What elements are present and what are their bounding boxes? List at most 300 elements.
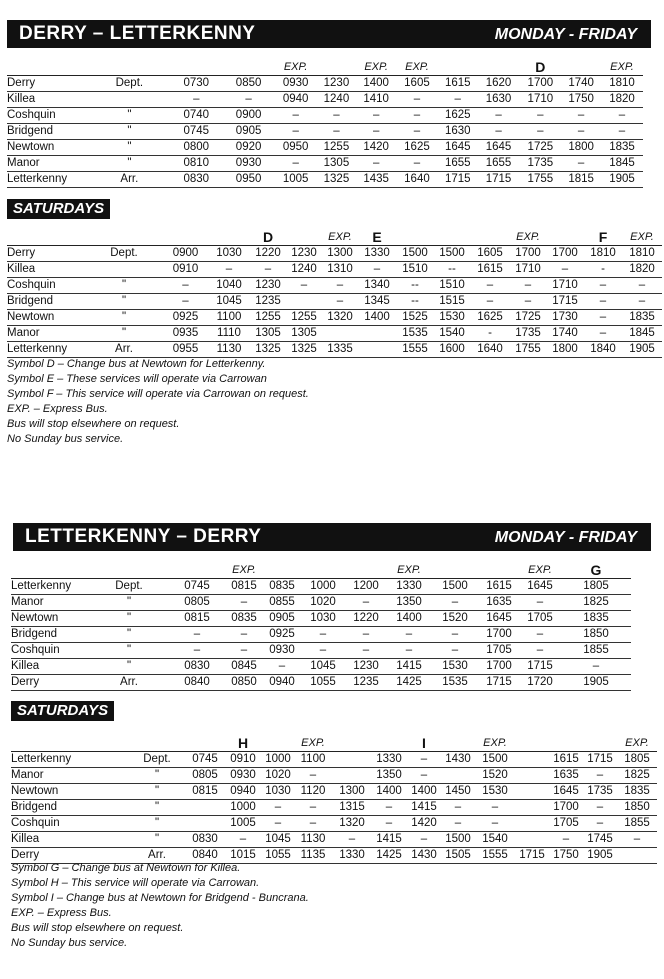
column-symbol: H (223, 736, 263, 752)
stop-name: Manor (7, 326, 85, 342)
time-cell: 1715 (515, 848, 549, 864)
table-row (11, 816, 657, 832)
time-cell: 1630 (478, 92, 520, 108)
time-cell: 0930 (223, 768, 263, 784)
time-cell: 1740 (546, 326, 584, 342)
time-cell: 1450 (441, 784, 475, 800)
time-cell: 1420 (356, 140, 396, 156)
time-cell: – (431, 595, 479, 611)
time-cell: 1835 (601, 140, 643, 156)
time-cell: – (286, 278, 322, 294)
time-cell: 0950 (222, 172, 274, 188)
time-cell: – (475, 800, 515, 816)
time-cell: 1810 (584, 246, 622, 262)
time-cell: 1230 (250, 278, 286, 294)
stop-name: Letterkenny (11, 579, 89, 595)
dep-arr-label: Arr. (127, 848, 187, 864)
time-cell: 0745 (187, 752, 223, 768)
time-cell: 1700 (510, 246, 546, 262)
time-cell: 1400 (407, 784, 441, 800)
column-symbol (89, 563, 169, 579)
time-cell (358, 326, 396, 342)
column-symbol: EXP. (387, 563, 431, 579)
time-cell: 1540 (475, 832, 515, 848)
time-cell: 1345 (358, 294, 396, 310)
time-cell (515, 832, 549, 848)
time-cell: 0830 (170, 172, 222, 188)
table-row (11, 800, 657, 816)
time-cell: 1135 (293, 848, 333, 864)
saturdays-label: SATURDAYS (11, 701, 114, 721)
time-cell: 1235 (250, 294, 286, 310)
stop-name: Killea (7, 262, 85, 278)
column-symbol (222, 60, 274, 76)
time-cell: 1530 (475, 784, 515, 800)
time-cell: 1810 (622, 246, 662, 262)
time-cell: -- (434, 262, 470, 278)
time-cell: 0850 (222, 76, 274, 92)
note-line: Symbol I – Change bus at Newtown for Bridgend - Buncrana. (11, 892, 309, 904)
time-cell: 0745 (170, 124, 222, 140)
time-cell: – (293, 768, 333, 784)
time-cell: – (583, 816, 617, 832)
time-cell: 1005 (275, 172, 317, 188)
column-symbol: EXP. (356, 60, 396, 76)
time-cell: 1850 (561, 627, 631, 643)
time-cell: 1715 (438, 172, 478, 188)
time-cell: – (163, 278, 208, 294)
note-line: Bus will stop elsewhere on request. (7, 418, 180, 430)
table-row (11, 659, 631, 675)
time-cell: 0740 (170, 108, 222, 124)
note-line: Symbol H – This service will operate via Carrowan. (11, 877, 260, 889)
table-row (11, 643, 631, 659)
time-cell: 1320 (322, 310, 358, 326)
dep-arr-label: " (89, 659, 169, 675)
table-row (7, 108, 643, 124)
stop-name: Coshquin (7, 108, 89, 124)
time-cell: – (387, 627, 431, 643)
time-cell: – (263, 816, 293, 832)
time-cell (617, 848, 657, 864)
time-cell: 1040 (208, 278, 250, 294)
column-symbol (317, 60, 357, 76)
time-cell: – (519, 124, 561, 140)
time-cell: – (223, 832, 263, 848)
dep-arr-label: Arr. (89, 675, 169, 691)
time-cell: 1715 (478, 172, 520, 188)
column-symbol (7, 230, 85, 246)
time-cell: – (345, 595, 387, 611)
dep-arr-label: " (85, 326, 163, 342)
time-cell: 1755 (510, 342, 546, 358)
column-symbol: EXP. (322, 230, 358, 246)
time-cell: 1710 (546, 278, 584, 294)
time-cell: – (519, 595, 561, 611)
time-cell: 1625 (470, 310, 510, 326)
time-cell: – (438, 92, 478, 108)
time-cell: – (263, 659, 301, 675)
time-cell (187, 816, 223, 832)
time-cell: 1415 (387, 659, 431, 675)
time-cell: 1510 (396, 262, 434, 278)
dep-arr-label: " (85, 278, 163, 294)
note-line: No Sunday bus service. (7, 433, 124, 445)
time-cell: 1710 (510, 262, 546, 278)
time-cell: – (561, 156, 601, 172)
time-cell: – (356, 108, 396, 124)
time-cell: – (396, 108, 438, 124)
table-row (7, 124, 643, 140)
dep-arr-label: " (127, 768, 187, 784)
time-cell: 0845 (225, 659, 263, 675)
time-cell: – (250, 262, 286, 278)
stop-name: Coshquin (11, 816, 127, 832)
time-cell: 1540 (434, 326, 470, 342)
time-cell: 1615 (470, 262, 510, 278)
dep-arr-label: " (127, 800, 187, 816)
time-cell: – (583, 800, 617, 816)
time-cell: – (301, 643, 345, 659)
time-cell: 1110 (208, 326, 250, 342)
table-row (11, 627, 631, 643)
time-cell: – (601, 108, 643, 124)
time-cell: 1825 (561, 595, 631, 611)
time-cell: 1655 (438, 156, 478, 172)
stop-name: Bridgend (11, 627, 89, 643)
table-row (11, 579, 631, 595)
time-cell: 1340 (358, 278, 396, 294)
column-symbol: EXP. (275, 60, 317, 76)
time-cell: – (396, 156, 438, 172)
dep-arr-label: " (127, 832, 187, 848)
time-cell: – (387, 643, 431, 659)
time-cell: 0940 (263, 675, 301, 691)
column-symbol: EXP. (225, 563, 263, 579)
time-cell: 1255 (286, 310, 322, 326)
dep-arr-label: " (127, 816, 187, 832)
time-cell: 1820 (601, 92, 643, 108)
time-cell: 1505 (441, 848, 475, 864)
table-row (11, 752, 657, 768)
time-cell: 1220 (345, 611, 387, 627)
time-cell: – (478, 108, 520, 124)
time-cell: 1735 (510, 326, 546, 342)
time-cell: 1705 (479, 643, 519, 659)
table-row (7, 326, 662, 342)
column-symbol: EXP. (396, 60, 438, 76)
time-cell: – (208, 262, 250, 278)
time-cell: 1400 (356, 76, 396, 92)
time-cell: 0925 (163, 310, 208, 326)
time-cell: 1415 (407, 800, 441, 816)
time-cell: – (169, 643, 225, 659)
dep-arr-label: " (85, 310, 163, 326)
time-cell: – (622, 294, 662, 310)
column-symbol: G (561, 563, 631, 579)
time-cell: 1750 (561, 92, 601, 108)
time-cell: 1615 (438, 76, 478, 92)
time-cell: – (225, 627, 263, 643)
column-symbol (438, 60, 478, 76)
time-cell: – (322, 278, 358, 294)
time-cell: – (478, 124, 520, 140)
time-cell: 1240 (286, 262, 322, 278)
column-symbol (163, 230, 208, 246)
time-cell: 1400 (387, 611, 431, 627)
dep-arr-label (89, 92, 171, 108)
column-symbol (434, 230, 470, 246)
time-cell: 1645 (519, 579, 561, 595)
time-cell: 1700 (546, 246, 584, 262)
time-cell: 1605 (396, 76, 438, 92)
table-row (11, 768, 657, 784)
notes-derry-letterkenny (7, 357, 309, 447)
time-cell: 1130 (208, 342, 250, 358)
time-cell: 1045 (263, 832, 293, 848)
time-cell: – (317, 108, 357, 124)
stop-name: Newtown (11, 784, 127, 800)
column-symbol (478, 60, 520, 76)
dep-arr-label: " (127, 784, 187, 800)
stop-name: Newtown (7, 310, 85, 326)
time-cell: 1555 (475, 848, 515, 864)
column-symbol (479, 563, 519, 579)
days-label: MONDAY - FRIDAY (494, 529, 637, 546)
time-cell: 1000 (301, 579, 345, 595)
time-cell: 1350 (371, 768, 407, 784)
time-cell: 1500 (434, 246, 470, 262)
time-cell: 0815 (187, 784, 223, 800)
time-cell: 1700 (479, 627, 519, 643)
time-cell: 1905 (622, 342, 662, 358)
time-cell: 0925 (263, 627, 301, 643)
time-cell: 1005 (223, 816, 263, 832)
time-cell: 1705 (519, 611, 561, 627)
time-cell: 1835 (622, 310, 662, 326)
column-symbol: I (407, 736, 441, 752)
time-cell: 1200 (345, 579, 387, 595)
time-cell: 1400 (371, 784, 407, 800)
time-cell: 1030 (208, 246, 250, 262)
time-cell: 0840 (187, 848, 223, 864)
stop-name: Bridgend (11, 800, 127, 816)
time-cell (515, 816, 549, 832)
column-symbol (85, 230, 163, 246)
stop-name: Derry (7, 246, 85, 262)
time-cell: 1500 (441, 832, 475, 848)
time-cell: 1400 (358, 310, 396, 326)
column-symbol (187, 736, 223, 752)
column-symbol (396, 230, 434, 246)
time-cell: 1305 (286, 326, 322, 342)
time-cell: 1645 (478, 140, 520, 156)
table-row (11, 611, 631, 627)
time-cell: – (293, 800, 333, 816)
column-symbol: D (519, 60, 561, 76)
time-cell: 0730 (170, 76, 222, 92)
time-cell: 1500 (431, 579, 479, 595)
time-cell: 1635 (479, 595, 519, 611)
time-cell: 0930 (222, 156, 274, 172)
time-cell: – (222, 92, 274, 108)
dep-arr-label: Dept. (85, 246, 163, 262)
time-cell: 1605 (470, 246, 510, 262)
time-cell: 0805 (169, 595, 225, 611)
time-cell: – (225, 643, 263, 659)
time-cell: 0855 (263, 595, 301, 611)
time-cell: 1520 (431, 611, 479, 627)
table-row (7, 172, 643, 188)
time-cell (441, 768, 475, 784)
time-cell: 1535 (431, 675, 479, 691)
time-cell: 1305 (317, 156, 357, 172)
note-line: Bus will stop elsewhere on request. (11, 922, 184, 934)
time-cell: -- (396, 294, 434, 310)
column-symbol (169, 563, 225, 579)
stop-name: Derry (11, 675, 89, 691)
time-cell: 1300 (322, 246, 358, 262)
time-cell: – (358, 262, 396, 278)
timetable-derry-letterkenny-saturday (7, 230, 662, 358)
time-cell: 1015 (223, 848, 263, 864)
time-cell: 1625 (438, 108, 478, 124)
time-cell: – (322, 294, 358, 310)
time-cell: 1240 (317, 92, 357, 108)
table-row (7, 140, 643, 156)
time-cell: 1435 (356, 172, 396, 188)
time-cell: 1905 (601, 172, 643, 188)
stop-name: Killea (11, 832, 127, 848)
time-cell: – (275, 124, 317, 140)
time-cell: – (441, 800, 475, 816)
table-row (7, 310, 662, 326)
time-cell: – (549, 832, 583, 848)
route-header-letterkenny-derry (13, 523, 651, 551)
time-cell: 1615 (549, 752, 583, 768)
saturdays-label: SATURDAYS (7, 199, 110, 219)
dep-arr-label: " (89, 611, 169, 627)
column-symbol: EXP. (475, 736, 515, 752)
time-cell: – (519, 108, 561, 124)
column-symbol (263, 736, 293, 752)
column-symbol (127, 736, 187, 752)
time-cell: 1745 (583, 832, 617, 848)
time-cell: 1330 (358, 246, 396, 262)
time-cell: 1645 (549, 784, 583, 800)
header-row (7, 230, 662, 246)
column-symbol (345, 563, 387, 579)
column-symbol (170, 60, 222, 76)
column-symbol: D (250, 230, 286, 246)
time-cell: – (519, 643, 561, 659)
time-cell: 1055 (301, 675, 345, 691)
time-cell: 1410 (356, 92, 396, 108)
column-symbol (333, 736, 371, 752)
time-cell: – (601, 124, 643, 140)
time-cell: 0805 (187, 768, 223, 784)
time-cell: 1845 (622, 326, 662, 342)
table-row (7, 76, 643, 92)
time-cell: 1100 (293, 752, 333, 768)
column-symbol (515, 736, 549, 752)
table-row (11, 832, 657, 848)
notes-letterkenny-derry (11, 861, 309, 951)
time-cell: 1655 (478, 156, 520, 172)
time-cell: – (584, 310, 622, 326)
time-cell: – (561, 124, 601, 140)
time-cell: 0910 (163, 262, 208, 278)
time-cell: 1815 (561, 172, 601, 188)
time-cell: 1715 (546, 294, 584, 310)
time-cell: 1255 (250, 310, 286, 326)
time-cell: 1330 (333, 848, 371, 864)
dep-arr-label: " (85, 294, 163, 310)
time-cell: 1620 (478, 76, 520, 92)
time-cell: – (345, 643, 387, 659)
time-cell: 1500 (475, 752, 515, 768)
stop-name: Killea (7, 92, 89, 108)
table-row (11, 595, 631, 611)
table-row (7, 246, 662, 262)
time-cell: 1330 (387, 579, 431, 595)
time-cell: 1645 (479, 611, 519, 627)
time-cell: 1720 (519, 675, 561, 691)
time-cell: 1320 (333, 816, 371, 832)
table-row (11, 675, 631, 691)
time-cell: – (407, 768, 441, 784)
time-cell: 1730 (546, 310, 584, 326)
time-cell: 0900 (163, 246, 208, 262)
dep-arr-label: Dept. (89, 76, 171, 92)
time-cell: 0830 (169, 659, 225, 675)
time-cell: 1230 (317, 76, 357, 92)
time-cell: 1520 (475, 768, 515, 784)
time-cell: 1805 (617, 752, 657, 768)
stop-name: Coshquin (7, 278, 85, 294)
time-cell: 1805 (561, 579, 631, 595)
time-cell: – (470, 278, 510, 294)
timetable-letterkenny-derry-weekday (11, 563, 631, 691)
time-cell: 0930 (275, 76, 317, 92)
time-cell: 1800 (546, 342, 584, 358)
column-symbol: EXP. (519, 563, 561, 579)
time-cell: 1100 (208, 310, 250, 326)
dep-arr-label: " (89, 108, 171, 124)
time-cell: – (396, 92, 438, 108)
time-cell: 1725 (510, 310, 546, 326)
note-line: Symbol E – These services will operate via Carrowan (7, 373, 267, 385)
time-cell: 0950 (275, 140, 317, 156)
time-cell: 1000 (263, 752, 293, 768)
stop-name: Derry (11, 848, 127, 864)
column-symbol (371, 736, 407, 752)
time-cell: – (163, 294, 208, 310)
time-cell: 1840 (584, 342, 622, 358)
time-cell (515, 768, 549, 784)
column-symbol (470, 230, 510, 246)
time-cell: – (584, 294, 622, 310)
stop-name: Bridgend (7, 294, 85, 310)
time-cell: 1845 (601, 156, 643, 172)
time-cell: – (371, 816, 407, 832)
time-cell: 0800 (170, 140, 222, 156)
time-cell: – (431, 643, 479, 659)
dep-arr-label: " (89, 124, 171, 140)
time-cell: 1305 (250, 326, 286, 342)
table-row (11, 784, 657, 800)
time-cell: – (407, 832, 441, 848)
